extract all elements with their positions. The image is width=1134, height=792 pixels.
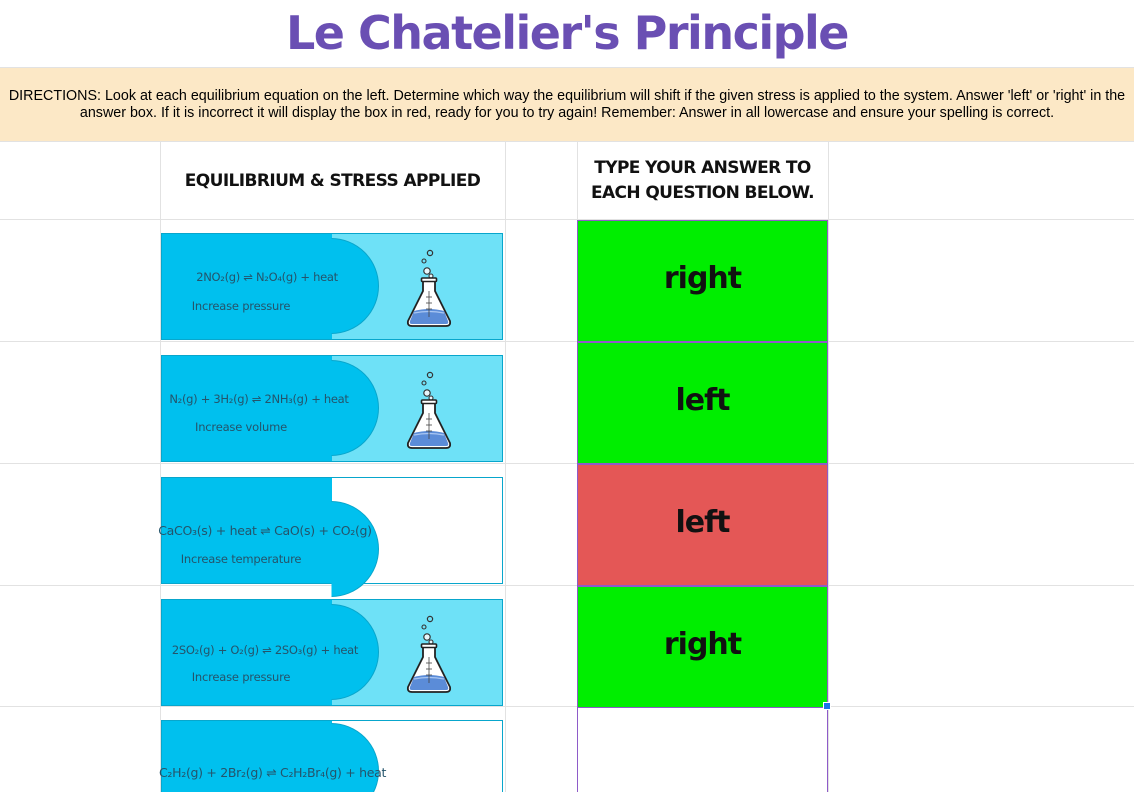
answer-text: left bbox=[675, 505, 730, 540]
equation-text: CaCO₃(s) + heat ⇌ CaO(s) + CO₂(g) bbox=[158, 523, 372, 538]
stress-text: Increase temperature bbox=[180, 552, 302, 566]
erlenmeyer-flask-icon bbox=[404, 613, 454, 695]
puzzle-left-piece bbox=[161, 233, 332, 340]
gridline bbox=[0, 219, 1134, 220]
gridline bbox=[0, 341, 1134, 342]
gridline bbox=[0, 463, 1134, 464]
selection-fill-handle[interactable] bbox=[823, 702, 831, 710]
gridline bbox=[828, 142, 829, 792]
answer-cell-1[interactable] bbox=[577, 220, 828, 342]
question-card-5 bbox=[161, 720, 504, 792]
answer-cell-2[interactable] bbox=[577, 342, 828, 464]
answer-cell-5[interactable] bbox=[577, 707, 828, 792]
equation-text: 2SO₂(g) + O₂(g) ⇌ 2SO₃(g) + heat bbox=[171, 643, 359, 657]
answer-header-line1: TYPE YOUR ANSWER TO bbox=[594, 158, 811, 178]
answer-text: right bbox=[663, 261, 742, 296]
stress-text: Increase volume bbox=[195, 420, 287, 434]
answer-text: right bbox=[663, 627, 742, 662]
question-card-4 bbox=[161, 599, 504, 706]
equation-text: C₂H₂(g) + 2Br₂(g) ⇌ C₂H₂Br₄(g) + heat bbox=[159, 765, 387, 780]
question-card-3 bbox=[158, 477, 504, 584]
puzzle-left-piece bbox=[161, 720, 332, 792]
answer-column-header[interactable] bbox=[577, 156, 828, 206]
question-card-1 bbox=[161, 233, 504, 340]
erlenmeyer-flask-icon bbox=[404, 369, 454, 451]
directions-text: DIRECTIONS: Look at each equilibrium equation on the left. Determine which way the equilibrium will shift if the given stress is applied to the system. Answer 'left' or 'right' in the answer box. If it is incorrect it will display the box in red, ready for you to try again! Remember: Answer in all lowercase and ensure your spelling is correct. bbox=[8, 88, 1126, 121]
equation-text: N₂(g) + 3H₂(g) ⇌ 2NH₃(g) + heat bbox=[169, 392, 349, 406]
page-title: Le Chatelier's Principle bbox=[286, 6, 848, 60]
gridline bbox=[0, 706, 1134, 707]
stress-text: Increase pressure bbox=[191, 299, 291, 313]
puzzle-left-piece bbox=[161, 355, 332, 462]
question-card-2 bbox=[161, 355, 504, 462]
gridline bbox=[0, 585, 1134, 586]
equation-text: 2NO₂(g) ⇌ N₂O₄(g) + heat bbox=[196, 270, 338, 284]
erlenmeyer-flask-icon bbox=[404, 247, 454, 329]
title-row[interactable] bbox=[0, 0, 1134, 68]
directions-row[interactable] bbox=[0, 68, 1134, 142]
answer-cell-3[interactable] bbox=[577, 464, 828, 586]
answer-text: left bbox=[675, 383, 730, 418]
answer-header-line2: EACH QUESTION BELOW. bbox=[590, 183, 815, 203]
equilibrium-column-header[interactable]: EQUILIBRIUM & STRESS APPLIED bbox=[184, 171, 481, 191]
stress-text: Increase pressure bbox=[191, 670, 291, 684]
gridline bbox=[505, 142, 506, 792]
answer-cell-4[interactable] bbox=[577, 586, 828, 708]
